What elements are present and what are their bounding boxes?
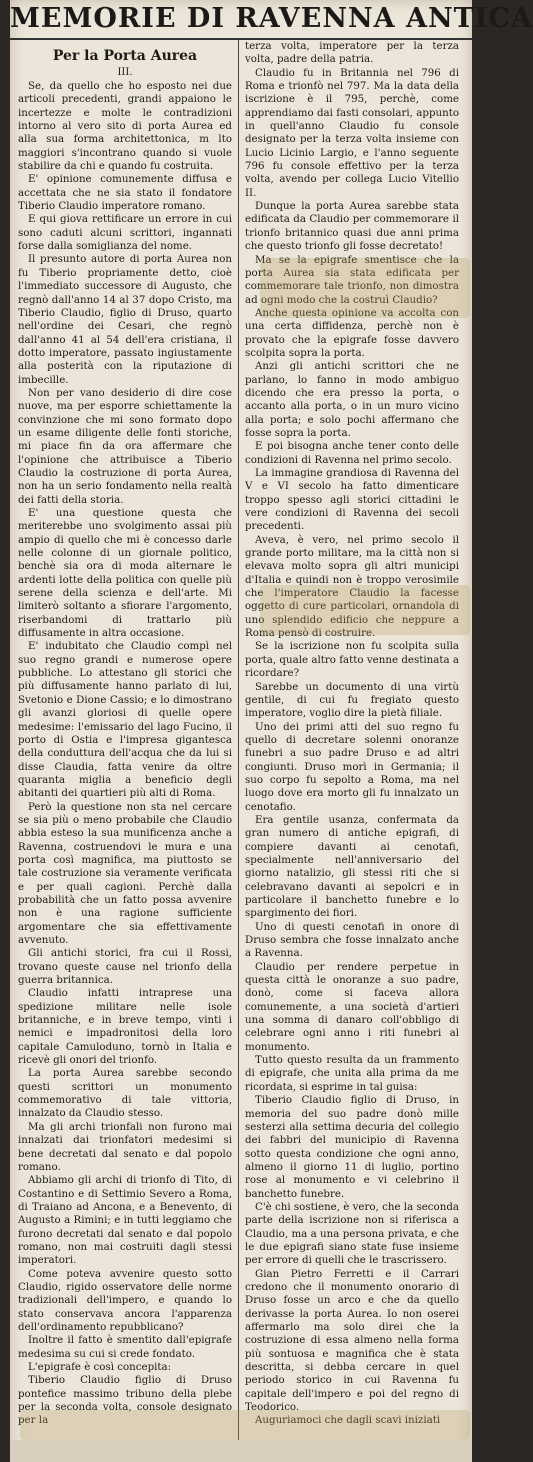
article-paragraph: Claudio infatti intraprese una spedizione militare nelle isole britanniche, e in breve tempo, vinti i nemici e impadronitosi della loro capitale Camuloduno, tornò in Italia e ricevè gli onori del trionfo. [18,987,232,1067]
right-column-body [245,40,459,1428]
article-paragraph: L'epigrafe è così concepita: [28,1361,172,1373]
article-paragraph: Ma se la epigrafe smentisce che la porta Aurea sia stata edificata per commemorare tale trionfo, non dimostra ad ogni modo che la costruì Claudio? [245,253,459,306]
article-paragraph: E qui giova rettificare un errore in cui sono caduti alcuni scrittori, ingannati forse dalla somiglianza del nome. [18,213,232,253]
article-part-number: III. [117,67,133,78]
article-paragraph: La immagine grandiosa di Ravenna del V e VI secolo ha fatto dimenticare troppo spesso agli storici cittadini le vere condizioni di Ravenna dei secoli precedenti. [245,467,459,533]
article-paragraph: Inoltre il fatto è smentito dall'epigrafe medesima su cui si crede fondato. [18,1334,232,1360]
left-column-body [18,80,232,1428]
paper-bottom-edge [10,1440,472,1462]
article-paragraph: Ma gli archi trionfali non furono mai innalzati dai trionfatori medesimi si bene decretati dal senato e dal popolo romano. [18,1120,232,1173]
article-paragraph: E' una questione questa che meriterebbe uno svolgimento assai più ampio di quello che mi è concesso darle nelle colonne di un giornale politico, benchè sia ora di moda alternare le ardenti lotte della politica con quelle più serene della scienza e dell'arte. Mi limiterò soltanto a sfiorare l'argomento, riserbandomi di trattarlo più diffusamente in altra occasione. [18,507,232,640]
article-paragraph: Anzi gli antichi scrittori che ne parlano, lo fanno in modo ambiguo dicendo che era presso la porta, o accanto alla porta, o in un muro vicino alla porta; e solo pochi affermano che fosse sopra la porta. [245,360,459,439]
article-paragraph: E' indubitato che Claudio compì nel suo regno grandi e numerose opere pubbliche. Lo attestano gli storici che più diffusamente hanno parlato di lui, Svetonio e Dione Cassio; e lo dimostrano gli avanzi gloriosi di quelle opere medesime: l'emissario del lago Fucino, il porto di Ostia e l'impresa gigantesca della conduttura dell'acqua che da lui si disse Claudia, fatta venire da oltre quaranta miglia a beneficio degli abitanti dei quartieri più alti di Roma. [18,640,232,800]
article-paragraph: Sarebbe un documento di una virtù gentile, di cui fu fregiato questo imperatore, voglio dire la pietà filiale. [245,680,459,720]
article-paragraph: Non per vano desiderio di dire cose nuove, ma per esporre schiettamente la convinzione che mi sono formato dopo un esame diligente delle fonti storiche, mi piace fin da ora affermare che l'opinione che attribuisce a Tiberio Claudio la costruzione di porta Aurea, non ha un serio fondamento nella realtà dei fatti della storia. [18,386,232,506]
article-paragraph: Gli antichi storici, fra cui il Rossi, trovano queste cause nel trionfo della guerra britannica. [18,947,232,987]
article-paragraph: Però la questione non sta nel cercare se sia più o meno probabile che Claudio abbia esteso la sua munificenza anche a Ravenna, costruendovi le mura e una porta così magnifica, ma piuttosto se tale costruzione sia veramente verificata e per quali cagioni. Perchè dalla probabilità che un fatto possa avvenire non è una ragione sufficiente argomentare che sia effettivamente avvenuto. [18,800,232,946]
article-paragraph: Il presunto autore di porta Aurea non fu Tiberio propriamente detto, cioè l'immediato successore di Augusto, che regnò dall'anno 14 al 37 dopo Cristo, ma Tiberio Claudio, figlio di Druso, quarto nell'ordine dei Cesari, che regnò dall'anno 41 al 54 dell'era cristiana, il dotto imperatore, passato ingiustamente alla posterità con la riputazione di imbecille. [18,253,232,386]
article-paragraph: Auguriamoci che dagli scavi iniziati [255,1414,441,1427]
article-paragraph: C'è chi sostiene, è vero, che la seconda parte della iscrizione non si riferisca a Claudio, ma a una persona privata, e che le due epigrafi siano state fuse insieme per errore di quelli che le trascrissero. [245,1200,459,1267]
article-paragraph: Se, da quello che ho esposto nei due articoli precedenti, grandi appaiono le incertezze e molte le contradizioni intorno al vero sito di porta Aurea ed alla sua forma architettonica, m lto maggiori s'incontrano quando si vuole stabilire da chi e quando fu costruita. [18,80,232,173]
article-paragraph: E poi bisogna anche tener conto delle condizioni di Ravenna nel primo secolo. [245,440,459,466]
article-paragraph: Se la iscrizione non fu scolpita sulla porta, quale altro fatto venne destinata a ricordare? [245,640,459,680]
article-paragraph: Anche questa opinione va accolta con una certa diffidenza, perchè non è provato che la epigrafe fosse davvero scolpita sopra la porta. [245,306,459,359]
article-paragraph: Dunque la porta Aurea sarebbe stata edificata da Claudio per commemorare il trionfo britannico quasi due anni prima che questo trionfo gli fosse decretato! [245,200,459,253]
article-paragraph: Gian Pietro Ferretti e il Carrari credono che il monumento onorario di Druso fosse un arco e che da quello derivasse la porta Aurea. Io non oserei affermarlo ma solo direi che la costruzione di essa almeno nella forma più sontuosa e magnifica che è stata descritta, si debba cercare in quel periodo storico in cui Ravenna fu capitale dell'impero e poi del regno di Teodorico. [245,1267,459,1414]
article-left-column [18,40,232,1445]
article-paragraph: Tiberio Claudio figlio di Druso, in memoria del suo padre donò mille sesterzi alla settima decuria del collegio dei fabbri del municipio di Ravenna sotto questa condizione che ogni anno, almeno il giorno 11 di luglio, portino rose al monumento e vi celebrino il banchetto funebre. [245,1094,459,1200]
article-paragraph: Abbiamo gli archi di trionfo di Tito, di Costantino e di Settimio Severo a Roma, di Traiano ad Ancona, e a Benevento, di Augusto a Rimini; e in tutti leggiamo che furono decretati dal senato e dal popolo romano, non mai costruiti dagli stessi imperatori. [18,1174,232,1267]
article-paragraph: E' opinione comunemente diffusa e accettata che ne sia stato il fondatore Tiberio Claudio imperatore romano. [18,173,232,213]
masthead-title: MEMORIE DI RAVENNA ANTICA [10,0,472,40]
article-paragraph: Uno di questi cenotafi in onore di Druso sembra che fosse innalzato anche a Ravenna. [245,920,459,960]
article-paragraph: Claudio per rendere perpetue in questa città le onoranze a suo padre, donò, come si faceva allora comunemente, a una società d'artieri una somma di danaro coll'obbligo di celebrare ogni anno i riti funebri al monumento. [245,960,459,1053]
newspaper-clipping [10,0,533,1462]
article-paragraph: Come poteva avvenire questo sotto Claudio, rigido osservatore delle norme tradizionali dell'impero, e quando lo stato conservava ancora l'apparenza dell'ordinamento repubblicano? [18,1267,232,1333]
article-paragraph: La porta Aurea sarebbe secondo questi scrittori un monumento commemorativo di tale vittoria, innalzato da Claudio stesso. [18,1067,232,1120]
article-right-column [245,40,459,1445]
article-paragraph: Tiberio Claudio figlio di Druso pontefice massimo tribuno della plebe per la seconda volta, console designato per la [18,1374,232,1427]
article-paragraph: Tutto questo resulta da un frammento di epigrafe, che unita alla prima da me ricordata, si esprime in tal guisa: [245,1054,459,1093]
column-divider [238,40,239,1445]
article-paragraph: Claudio fu in Britannia nel 796 di Roma e trionfò nel 797. Ma la data della iscrizione è il 795, perchè, come apprendiamo dai fasti consolari, appunto in quell'anno Claudio fu console designato per la terza volta insieme con Lucio Licinio Largio, e l'anno seguente 796 fu console effettivo per la terza volta, avendo per collega Lucio Vitellio II. [245,66,459,199]
article-paragraph: Era gentile usanza, confermata da gran numero di antiche epigrafi, di compiere davanti ai cenotafi, specialmente nell'anniversario del giorno natalizio, gli stessi riti che si celebravano davanti ai sepolcri e in particolare il banchetto funebre e lo spargimento dei fiori. [245,813,459,920]
article-paragraph: Aveva, è vero, nel primo secolo il grande porto militare, ma la città non si elevava molto sopra gli altri municipi d'Italia e quindi non è troppo verosimile che l'imperatore Claudio la facesse oggetto di cure particolari, ornandola di uno splendido edificio che neppure a Roma pensò di costruire. [245,533,459,640]
article-paragraph: terza volta, imperatore per la terza volta, padre della patria. [245,40,459,66]
article-headline: Per la Porta Aurea [52,48,198,64]
article-paragraph: Uno dei primi atti del suo regno fu quello di decretare solenni onoranze funebri a suo padre Druso e ad altri congiunti. Druso morì in Germania; il suo corpo fu sepolto a Roma, ma nel luogo dove era morto gli fu innalzato un cenotafio. [245,720,459,813]
